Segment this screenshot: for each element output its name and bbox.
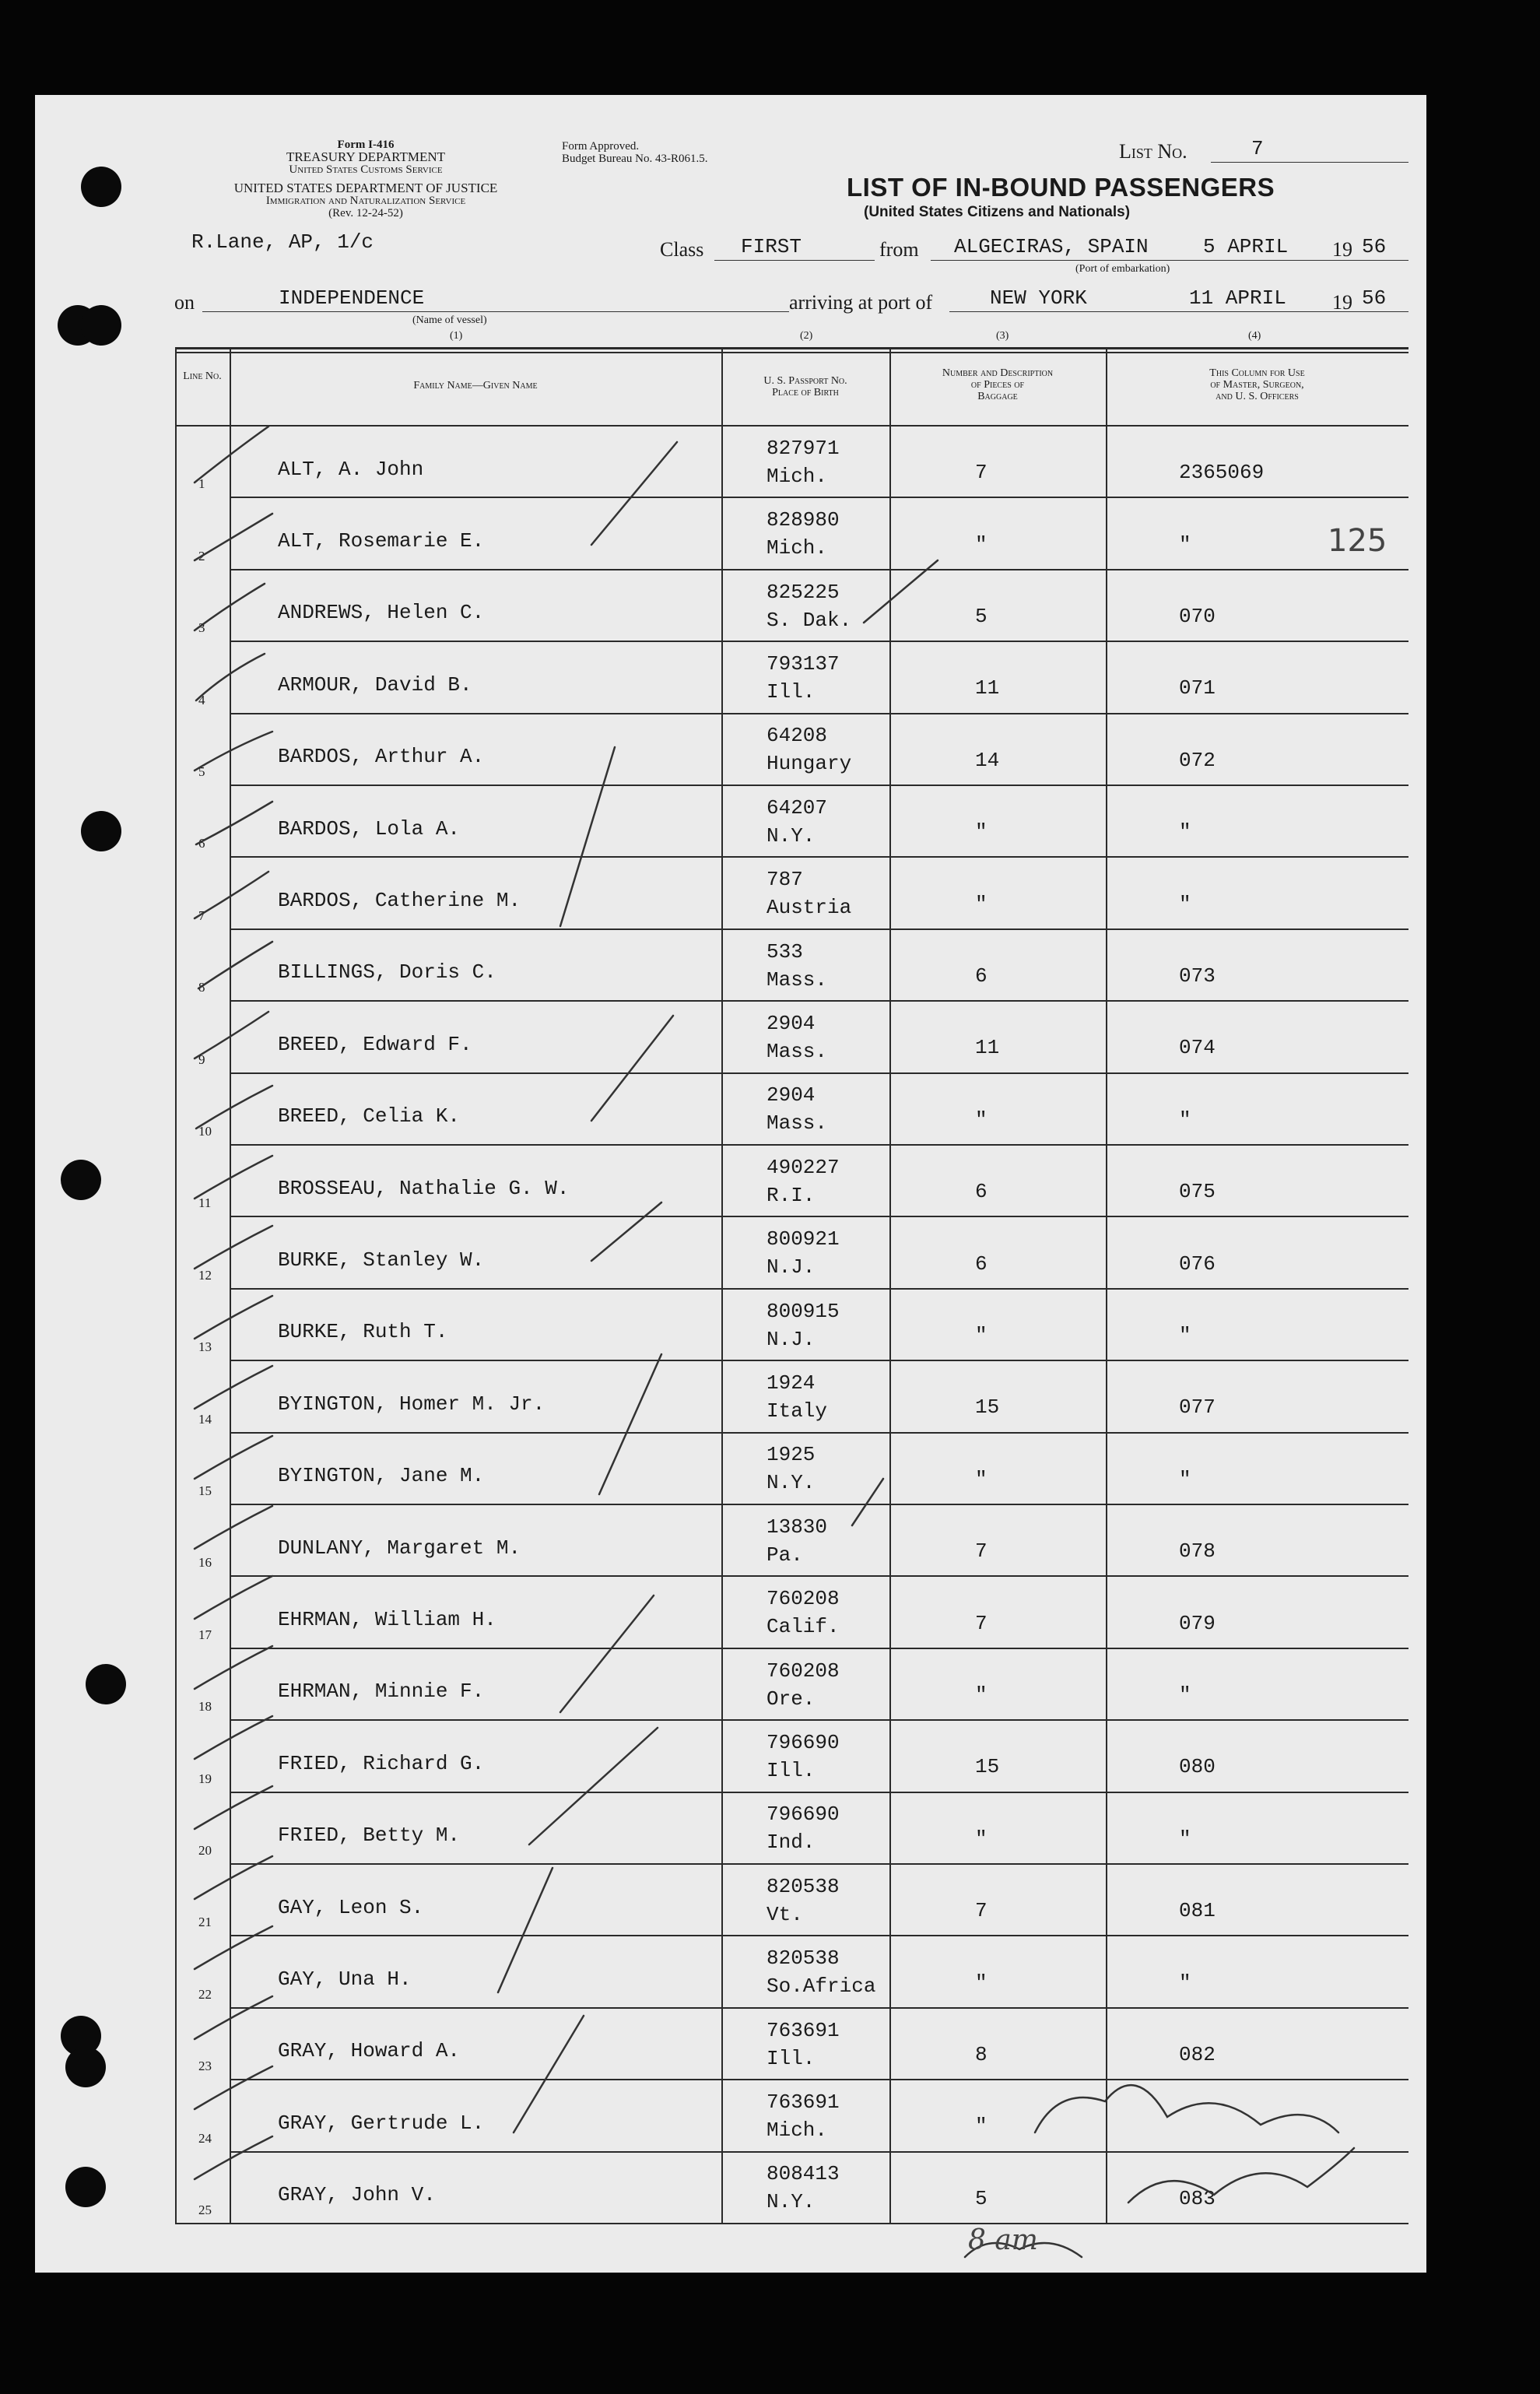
passenger-name: ALT, Rosemarie E. bbox=[278, 528, 485, 553]
binder-hole bbox=[65, 2047, 106, 2087]
col-num-3: (3) bbox=[996, 330, 1009, 342]
baggage-count: 6 bbox=[975, 1251, 987, 1276]
table-row bbox=[175, 569, 1408, 641]
row-divider bbox=[230, 1935, 1408, 1936]
table-row bbox=[175, 1360, 1408, 1431]
from-underline bbox=[931, 260, 1408, 261]
line-number: 8 bbox=[198, 980, 205, 995]
officer-number: " bbox=[1179, 532, 1191, 556]
margin-number: 125 bbox=[1328, 523, 1387, 559]
arrival-port: NEW YORK bbox=[990, 286, 1087, 310]
passport-number: 763691 bbox=[766, 2090, 840, 2114]
arrival-year-suffix: 56 bbox=[1362, 286, 1387, 310]
baggage-count: " bbox=[975, 1683, 987, 1707]
place-of-birth: Ind. bbox=[766, 1831, 816, 1855]
list-label: List No. bbox=[1119, 140, 1187, 163]
passenger-name: BROSSEAU, Nathalie G. W. bbox=[278, 1176, 570, 1200]
passenger-name: ALT, A. John bbox=[278, 457, 424, 481]
table-row bbox=[175, 928, 1408, 1000]
row-divider bbox=[230, 1648, 1408, 1649]
table-row bbox=[175, 1000, 1408, 1072]
passport-number: 1924 bbox=[766, 1371, 816, 1395]
baggage-count: " bbox=[975, 1971, 987, 1995]
passport-number: 796690 bbox=[766, 1803, 840, 1827]
passport-number: 800915 bbox=[766, 1299, 840, 1323]
justice-dept: UNITED STATES DEPARTMENT OF JUSTICE bbox=[233, 181, 498, 195]
line-number: 14 bbox=[198, 1411, 212, 1427]
form-header-left bbox=[163, 139, 568, 219]
row-divider bbox=[230, 1000, 1408, 1002]
baggage-count: 8 bbox=[975, 2042, 987, 2066]
row-divider bbox=[230, 1504, 1408, 1505]
officer-number: 077 bbox=[1179, 1395, 1216, 1420]
officer-number: 082 bbox=[1179, 2042, 1216, 2066]
passenger-name: GRAY, John V. bbox=[278, 2183, 436, 2207]
baggage-count: " bbox=[975, 892, 987, 916]
line-number: 12 bbox=[198, 1267, 212, 1283]
from-value: ALGECIRAS, SPAIN bbox=[954, 235, 1149, 258]
passenger-name: BURKE, Ruth T. bbox=[278, 1320, 448, 1344]
baggage-count: " bbox=[975, 1323, 987, 1347]
place-of-birth: Mich. bbox=[766, 536, 828, 560]
page-subtitle: (United States Citizens and Nationals) bbox=[864, 204, 1131, 220]
form-number: Form I-416 bbox=[337, 139, 395, 151]
line-number: 10 bbox=[198, 1123, 212, 1139]
baggage-count: " bbox=[975, 1827, 987, 1851]
officer-number: " bbox=[1179, 1971, 1191, 1995]
baggage-count: 15 bbox=[975, 1395, 1000, 1420]
class-label: Class bbox=[660, 238, 704, 261]
table-row bbox=[175, 1288, 1408, 1360]
officer-number: " bbox=[1179, 1107, 1191, 1132]
place-of-birth: Mich. bbox=[766, 464, 828, 488]
approved-text: Form Approved. bbox=[562, 140, 640, 153]
passport-number: 490227 bbox=[766, 1155, 840, 1179]
baggage-count: " bbox=[975, 1467, 987, 1491]
arrival-year-prefix: 19 bbox=[1332, 291, 1352, 314]
vessel-caption: (Name of vessel) bbox=[412, 314, 487, 326]
baggage-count: 7 bbox=[975, 1611, 987, 1635]
treasury-dept: TREASURY DEPARTMENT bbox=[286, 149, 446, 164]
officer-number: 083 bbox=[1179, 2186, 1216, 2210]
header-line-no: Line No. bbox=[183, 370, 222, 382]
baggage-count: 6 bbox=[975, 964, 987, 988]
baggage-count: " bbox=[975, 2115, 987, 2139]
line-number: 16 bbox=[198, 1555, 212, 1571]
table-row bbox=[175, 425, 1408, 497]
passport-number: 825225 bbox=[766, 580, 840, 604]
ins-service: Immigration and Naturalization Service bbox=[265, 195, 466, 207]
on-label: on bbox=[174, 291, 195, 314]
row-divider bbox=[230, 2007, 1408, 2009]
officer-stamp: R.Lane, AP, 1/c bbox=[191, 230, 374, 254]
row-divider bbox=[230, 1216, 1408, 1217]
officer-number: " bbox=[1179, 820, 1191, 844]
baggage-count: 6 bbox=[975, 1180, 987, 1204]
passenger-name: BYINGTON, Jane M. bbox=[278, 1464, 485, 1488]
row-divider bbox=[230, 641, 1408, 642]
officer-number: " bbox=[1179, 1827, 1191, 1851]
page-title: LIST OF IN-BOUND PASSENGERS bbox=[847, 173, 1275, 202]
line-number: 17 bbox=[198, 1627, 212, 1642]
officer-number: 2365069 bbox=[1179, 461, 1265, 485]
passenger-name: BARDOS, Catherine M. bbox=[278, 888, 521, 912]
passport-number: 533 bbox=[766, 939, 803, 964]
col-num-2: (2) bbox=[800, 330, 813, 342]
table-row bbox=[175, 641, 1408, 712]
place-of-birth: Pa. bbox=[766, 1543, 803, 1567]
table-row bbox=[175, 2151, 1408, 2223]
place-of-birth: Ill. bbox=[766, 1759, 816, 1782]
officer-number: 071 bbox=[1179, 676, 1216, 700]
passenger-name: BREED, Celia K. bbox=[278, 1104, 461, 1129]
line-number: 24 bbox=[198, 2130, 212, 2146]
passenger-name: BILLINGS, Doris C. bbox=[278, 960, 496, 985]
row-divider bbox=[230, 928, 1408, 930]
passport-number: 2904 bbox=[766, 1083, 816, 1107]
table-row bbox=[175, 713, 1408, 785]
passport-number: 800921 bbox=[766, 1227, 840, 1251]
passport-number: 2904 bbox=[766, 1011, 816, 1035]
line-number: 5 bbox=[198, 763, 205, 779]
passport-number: 763691 bbox=[766, 2018, 840, 2042]
row-divider bbox=[230, 1575, 1408, 1577]
baggage-count: 15 bbox=[975, 1755, 1000, 1779]
line-number: 25 bbox=[198, 2202, 212, 2217]
passenger-name: FRIED, Betty M. bbox=[278, 1824, 461, 1848]
place-of-birth: Ill. bbox=[766, 2046, 816, 2070]
table-row bbox=[175, 1719, 1408, 1791]
line-number: 19 bbox=[198, 1771, 212, 1786]
table-row bbox=[175, 1648, 1408, 1719]
embark-year-suffix: 56 bbox=[1362, 235, 1387, 258]
list-underline bbox=[1211, 162, 1408, 163]
row-divider bbox=[230, 2151, 1408, 2153]
line-number: 13 bbox=[198, 1339, 212, 1355]
line-number: 11 bbox=[198, 1195, 212, 1211]
passport-number: 760208 bbox=[766, 1659, 840, 1683]
officer-number: " bbox=[1179, 1467, 1191, 1491]
officer-number: 078 bbox=[1179, 1539, 1216, 1564]
officer-number: 070 bbox=[1179, 604, 1216, 628]
baggage-count: " bbox=[975, 820, 987, 844]
arriving-label: arriving at port of bbox=[789, 291, 933, 314]
class-value: FIRST bbox=[741, 235, 802, 258]
list-number: 7 bbox=[1251, 137, 1264, 160]
table-row bbox=[175, 1144, 1408, 1216]
passenger-name: BARDOS, Lola A. bbox=[278, 816, 461, 841]
passenger-name: ANDREWS, Helen C. bbox=[278, 601, 485, 625]
passport-number: 808413 bbox=[766, 2162, 840, 2186]
row-divider bbox=[230, 1432, 1408, 1434]
passenger-name: GAY, Una H. bbox=[278, 1967, 412, 1991]
line-number: 1 bbox=[198, 476, 205, 492]
baggage-count: 14 bbox=[975, 748, 1000, 772]
passenger-name: EHRMAN, Minnie F. bbox=[278, 1680, 485, 1704]
passenger-name: FRIED, Richard G. bbox=[278, 1751, 485, 1775]
place-of-birth: N.Y. bbox=[766, 823, 816, 848]
place-of-birth: Austria bbox=[766, 896, 852, 920]
embark-caption: (Port of embarkation) bbox=[1075, 263, 1170, 275]
place-of-birth: Vt. bbox=[766, 1902, 803, 1926]
place-of-birth: Hungary bbox=[766, 752, 852, 776]
passport-number: 760208 bbox=[766, 1587, 840, 1611]
baggage-count: 7 bbox=[975, 461, 987, 485]
table-row bbox=[175, 1575, 1408, 1647]
place-of-birth: Mass. bbox=[766, 967, 828, 992]
place-of-birth: Ore. bbox=[766, 1687, 816, 1711]
line-number: 22 bbox=[198, 1986, 212, 2002]
passenger-name: GRAY, Gertrude L. bbox=[278, 2111, 485, 2135]
col-num-1: (1) bbox=[450, 330, 463, 342]
passenger-name: ARMOUR, David B. bbox=[278, 672, 472, 697]
passenger-name: BREED, Edward F. bbox=[278, 1032, 472, 1056]
baggage-count: 7 bbox=[975, 1539, 987, 1564]
officer-number: 072 bbox=[1179, 748, 1216, 772]
embark-date: 5 APRIL bbox=[1203, 235, 1289, 258]
row-divider bbox=[230, 569, 1408, 570]
table-row bbox=[175, 1935, 1408, 2006]
place-of-birth: R.I. bbox=[766, 1183, 816, 1207]
line-number: 3 bbox=[198, 620, 205, 636]
row-divider bbox=[230, 2079, 1408, 2080]
place-of-birth: Calif. bbox=[766, 1615, 840, 1639]
passenger-name: GAY, Leon S. bbox=[278, 1895, 424, 1919]
passport-number: 793137 bbox=[766, 651, 840, 676]
baggage-count: " bbox=[975, 532, 987, 556]
vessel-underline bbox=[202, 311, 789, 312]
line-number: 2 bbox=[198, 548, 205, 563]
budget-text: Budget Bureau No. 43-R061.5. bbox=[562, 153, 708, 165]
binder-hole bbox=[86, 1664, 126, 1704]
passenger-name: EHRMAN, William H. bbox=[278, 1607, 496, 1631]
table-row bbox=[175, 1863, 1408, 1935]
header-officers: This Column for Use of Master, Surgeon, and U. S. Officers bbox=[1209, 367, 1305, 402]
place-of-birth: Mass. bbox=[766, 1040, 828, 1063]
line-number: 23 bbox=[198, 2059, 212, 2074]
baggage-count: " bbox=[975, 1107, 987, 1132]
line-number: 6 bbox=[198, 836, 205, 851]
row-divider bbox=[230, 1719, 1408, 1721]
line-number: 4 bbox=[198, 692, 205, 707]
table-row bbox=[175, 1792, 1408, 1863]
row-divider bbox=[230, 713, 1408, 714]
place-of-birth: N.Y. bbox=[766, 2190, 816, 2214]
passport-number: 820538 bbox=[766, 1874, 840, 1898]
passport-number: 13830 bbox=[766, 1515, 828, 1539]
officer-number: 074 bbox=[1179, 1036, 1216, 1060]
baggage-count: 5 bbox=[975, 2186, 987, 2210]
officer-number: 080 bbox=[1179, 1755, 1216, 1779]
baggage-count: 11 bbox=[975, 1036, 1000, 1060]
line-number: 20 bbox=[198, 1842, 212, 1858]
class-underline bbox=[714, 260, 875, 261]
embark-year-prefix: 19 bbox=[1332, 238, 1352, 261]
passport-number: 796690 bbox=[766, 1730, 840, 1754]
place-of-birth: Ill. bbox=[766, 680, 816, 704]
row-divider bbox=[230, 1792, 1408, 1793]
header-passport: U. S. Passport No. Place of Birth bbox=[763, 375, 847, 398]
passenger-table bbox=[175, 347, 1408, 2223]
place-of-birth: Italy bbox=[766, 1399, 828, 1423]
table-top-border bbox=[175, 347, 1408, 349]
table-row bbox=[175, 2079, 1408, 2150]
table-row bbox=[175, 856, 1408, 928]
passenger-name: DUNLANY, Margaret M. bbox=[278, 1536, 521, 1560]
officer-number: " bbox=[1179, 1323, 1191, 1347]
officer-number: " bbox=[1179, 892, 1191, 916]
table-row bbox=[175, 1072, 1408, 1144]
row-divider bbox=[230, 1144, 1408, 1146]
place-of-birth: Mich. bbox=[766, 2118, 828, 2142]
passenger-name: BYINGTON, Homer M. Jr. bbox=[278, 1392, 545, 1416]
table-row bbox=[175, 2007, 1408, 2079]
vessel-name: INDEPENDENCE bbox=[279, 286, 425, 310]
table-row bbox=[175, 1504, 1408, 1575]
officer-number: " bbox=[1179, 1683, 1191, 1707]
line-number: 9 bbox=[198, 1051, 205, 1067]
row-divider bbox=[230, 1288, 1408, 1290]
row-divider bbox=[230, 785, 1408, 786]
line-number: 18 bbox=[198, 1699, 212, 1715]
row-divider bbox=[230, 497, 1408, 498]
passport-number: 1925 bbox=[766, 1443, 816, 1467]
passport-number: 787 bbox=[766, 868, 803, 892]
passport-number: 64208 bbox=[766, 724, 828, 748]
line-number: 7 bbox=[198, 907, 205, 923]
row-divider bbox=[230, 1863, 1408, 1865]
baggage-count: 11 bbox=[975, 676, 1000, 700]
officer-number: 076 bbox=[1179, 1251, 1216, 1276]
place-of-birth: So.Africa bbox=[766, 1975, 876, 1999]
from-label: from bbox=[879, 238, 919, 261]
line-number: 21 bbox=[198, 1915, 212, 1930]
passport-number: 828980 bbox=[766, 508, 840, 532]
table-row bbox=[175, 1216, 1408, 1287]
baggage-count: 5 bbox=[975, 604, 987, 628]
table-top-border-inner bbox=[175, 352, 1408, 353]
header-name: Family Name—Given Name bbox=[413, 380, 538, 391]
arrival-date: 11 APRIL bbox=[1189, 286, 1286, 310]
row-divider bbox=[230, 1360, 1408, 1361]
header-baggage: Number and Description of Pieces of Baggage bbox=[942, 367, 1054, 402]
table-row bbox=[175, 785, 1408, 856]
passport-number: 827971 bbox=[766, 436, 840, 460]
officer-number: 079 bbox=[1179, 1611, 1216, 1635]
passport-number: 64207 bbox=[766, 795, 828, 820]
customs-service: United States Customs Service bbox=[289, 163, 443, 176]
passenger-name: BARDOS, Arthur A. bbox=[278, 745, 485, 769]
form-approval bbox=[562, 140, 707, 165]
passport-number: 820538 bbox=[766, 1946, 840, 1971]
table-row bbox=[175, 1432, 1408, 1504]
officer-number: 081 bbox=[1179, 1899, 1216, 1923]
place-of-birth: Mass. bbox=[766, 1111, 828, 1136]
binder-hole bbox=[65, 2167, 106, 2207]
revision: (Rev. 12-24-52) bbox=[328, 207, 403, 219]
row-divider bbox=[230, 856, 1408, 858]
place-of-birth: N.Y. bbox=[766, 1471, 816, 1495]
bottom-handwritten-note: 8 am bbox=[968, 2224, 1038, 2256]
place-of-birth: N.J. bbox=[766, 1327, 816, 1351]
col-num-4: (4) bbox=[1248, 330, 1261, 342]
binder-hole bbox=[81, 811, 121, 851]
passenger-name: BURKE, Stanley W. bbox=[278, 1248, 485, 1272]
binder-hole bbox=[81, 167, 121, 207]
table-bottom-border bbox=[175, 2223, 1408, 2224]
baggage-count: 7 bbox=[975, 1899, 987, 1923]
binder-hole bbox=[61, 1160, 101, 1200]
place-of-birth: N.J. bbox=[766, 1255, 816, 1279]
passenger-name: GRAY, Howard A. bbox=[278, 2039, 461, 2063]
row-divider bbox=[230, 1072, 1408, 1074]
officer-number: 073 bbox=[1179, 964, 1216, 988]
officer-number: 075 bbox=[1179, 1180, 1216, 1204]
arrival-underline bbox=[949, 311, 1408, 312]
table-row bbox=[175, 497, 1408, 568]
line-number: 15 bbox=[198, 1483, 212, 1498]
place-of-birth: S. Dak. bbox=[766, 608, 852, 632]
binder-hole bbox=[81, 305, 121, 346]
